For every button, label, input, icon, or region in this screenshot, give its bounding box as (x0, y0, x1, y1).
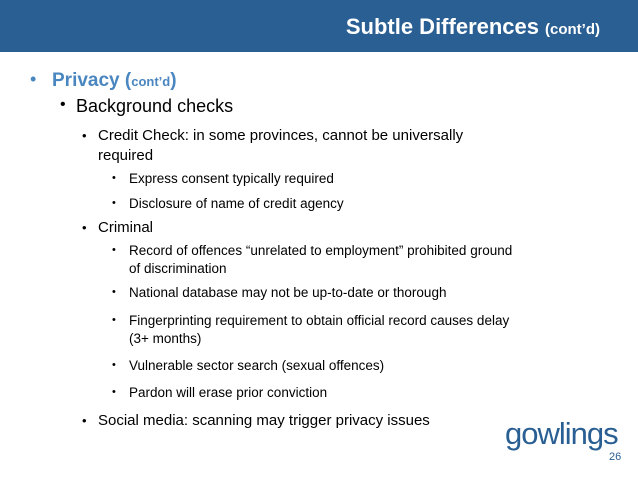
bullet-icon: • (82, 220, 87, 235)
bullet-icon: • (112, 172, 116, 184)
gowlings-logo: gowlings (505, 416, 618, 451)
bullet-icon: • (112, 386, 116, 398)
bullet-fingerprinting-cont: (3+ months) (129, 331, 202, 346)
bullet-national-database: National database may not be up-to-date or thorough (129, 285, 447, 300)
slide-title (346, 14, 600, 40)
bullet-fingerprinting: Fingerprinting requirement to obtain official record causes delay (129, 313, 510, 328)
bullet-record-offences: Record of offences “unrelated to employment” prohibited ground (129, 243, 513, 258)
slide-title-text: Subtle Differences (345, 14, 540, 39)
privacy-contd: cont’d (131, 74, 171, 89)
privacy-label: Privacy ( (52, 70, 132, 91)
bullet-background-checks: Background checks (76, 96, 234, 116)
bullet-icon: • (112, 197, 116, 209)
bullet-social-media: Social media: scanning may trigger privacy issues (98, 412, 430, 429)
bullet-privacy (52, 70, 177, 92)
bullet-icon: • (112, 359, 116, 371)
title-bar (0, 0, 638, 52)
privacy-close: ) (170, 70, 177, 91)
slide-title-suffix: (cont’d) (545, 21, 600, 38)
bullet-vulnerable-sector: Vulnerable sector search (sexual offences) (129, 358, 385, 373)
bullet-icon: • (60, 96, 66, 113)
page-number: 26 (609, 451, 622, 463)
bullet-credit-check-cont: required (98, 147, 154, 164)
bullet-credit-check: Credit Check: in some provinces, cannot be universally (98, 127, 464, 144)
bullet-icon: • (82, 413, 87, 428)
bullet-icon: • (112, 314, 116, 326)
bullet-icon: • (112, 244, 116, 256)
bullet-disclosure: Disclosure of name of credit agency (129, 196, 344, 211)
bullet-criminal: Criminal (98, 219, 154, 236)
bullet-pardon: Pardon will erase prior conviction (129, 385, 328, 400)
bullet-record-offences-cont: of discrimination (129, 261, 227, 276)
bullet-express-consent: Express consent typically required (129, 171, 334, 186)
bullet-icon: • (112, 286, 116, 298)
bullet-icon: • (82, 128, 87, 143)
bullet-icon: • (30, 69, 37, 89)
